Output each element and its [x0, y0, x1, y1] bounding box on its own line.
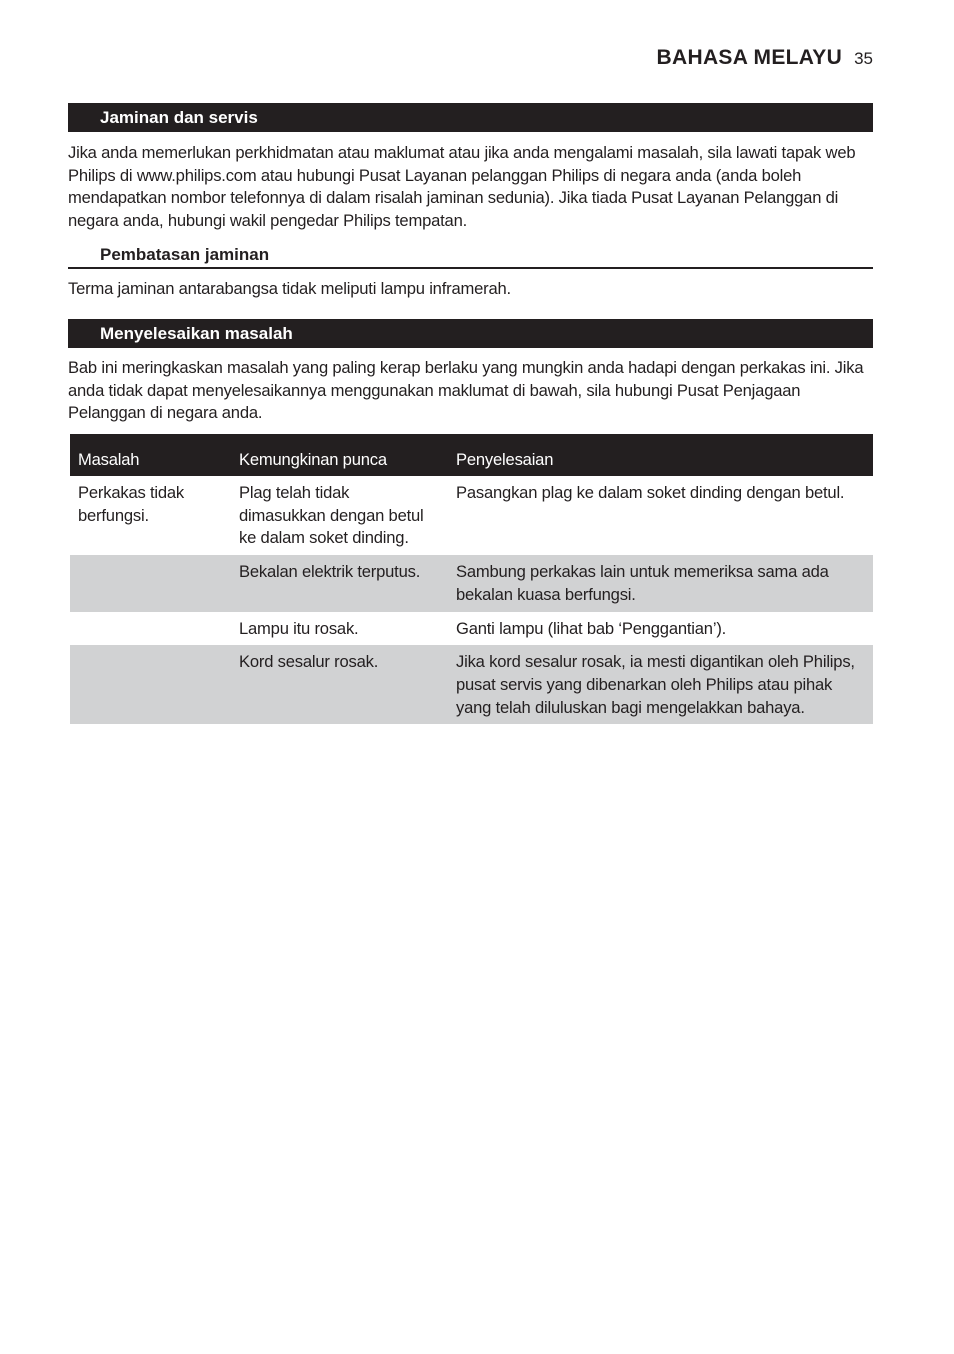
page-number: 35 [854, 49, 873, 68]
language-title: BAHASA MELAYU [656, 46, 843, 69]
table-row [70, 645, 873, 724]
troubleshooting-paragraph: Bab ini meringkaskan masalah yang paling kerap berlaku yang mungkin anda hadapi dengan perkakas ini. Jika anda tidak dapat menyelesaikannya menggunakan maklumat di bawah, sila hubungi Pusat Penjagaan Pelanggan di negara anda. [68, 358, 864, 423]
troubleshooting-table [70, 434, 873, 724]
table-header-row [70, 434, 873, 476]
cell-solution: Sambung perkakas lain untuk memeriksa sama ada bekalan kuasa berfungsi. [448, 555, 873, 611]
warranty-paragraph: Jika anda memerlukan perkhidmatan atau maklumat atau jika anda mengalami masalah, sila lawati tapak web Philips di www.philips.com atau hubungi Pusat Layanan pelanggan Philips di negara anda (anda boleh mendapatkan nombor telefonnya di dalam risalah jaminan sedunia). Jika tiada Pusat Layanan Pelanggan di negara anda, hubungi wakil pengedar Philips tempatan. [68, 143, 856, 231]
header-cause: Kemungkinan punca [231, 434, 448, 476]
cell-problem [70, 555, 231, 611]
cell-solution: Ganti lampu (lihat bab ‘Penggantian’). [456, 618, 727, 638]
header-solution: Penyelesaian [448, 434, 873, 476]
table-row [70, 476, 873, 555]
cell-problem [70, 645, 231, 724]
cell-cause: Bekalan elektrik terputus. [231, 555, 448, 611]
page-header [600, 46, 873, 76]
warranty-limits-paragraph: Terma jaminan antarabangsa tidak meliputi lampu inframerah. [68, 279, 511, 298]
header-problem: Masalah [70, 434, 231, 476]
cell-problem [70, 612, 231, 646]
cell-solution: Pasangkan plag ke dalam soket dinding dengan betul. [456, 483, 845, 502]
section-heading-troubleshooting: Menyelesaikan masalah [68, 319, 873, 348]
table-row [70, 612, 873, 646]
cell-cause: Lampu itu rosak. [239, 618, 359, 638]
cell-cause: Plag telah tidak dimasukkan dengan betul ke dalam soket dinding. [239, 483, 424, 548]
cell-problem: Perkakas tidak berfungsi. [78, 483, 185, 525]
cell-solution: Jika kord sesalur rosak, ia mesti digantikan oleh Philips, pusat servis yang dibenarkan oleh Philips atau pihak yang telah diluluskan bagi mengelakkan bahaya. [448, 645, 873, 724]
table-row [70, 555, 873, 611]
section-heading-warranty: Jaminan dan servis [68, 103, 873, 132]
cell-cause: Kord sesalur rosak. [231, 645, 448, 724]
subsection-heading-warranty-limits: Pembatasan jaminan [68, 242, 873, 269]
